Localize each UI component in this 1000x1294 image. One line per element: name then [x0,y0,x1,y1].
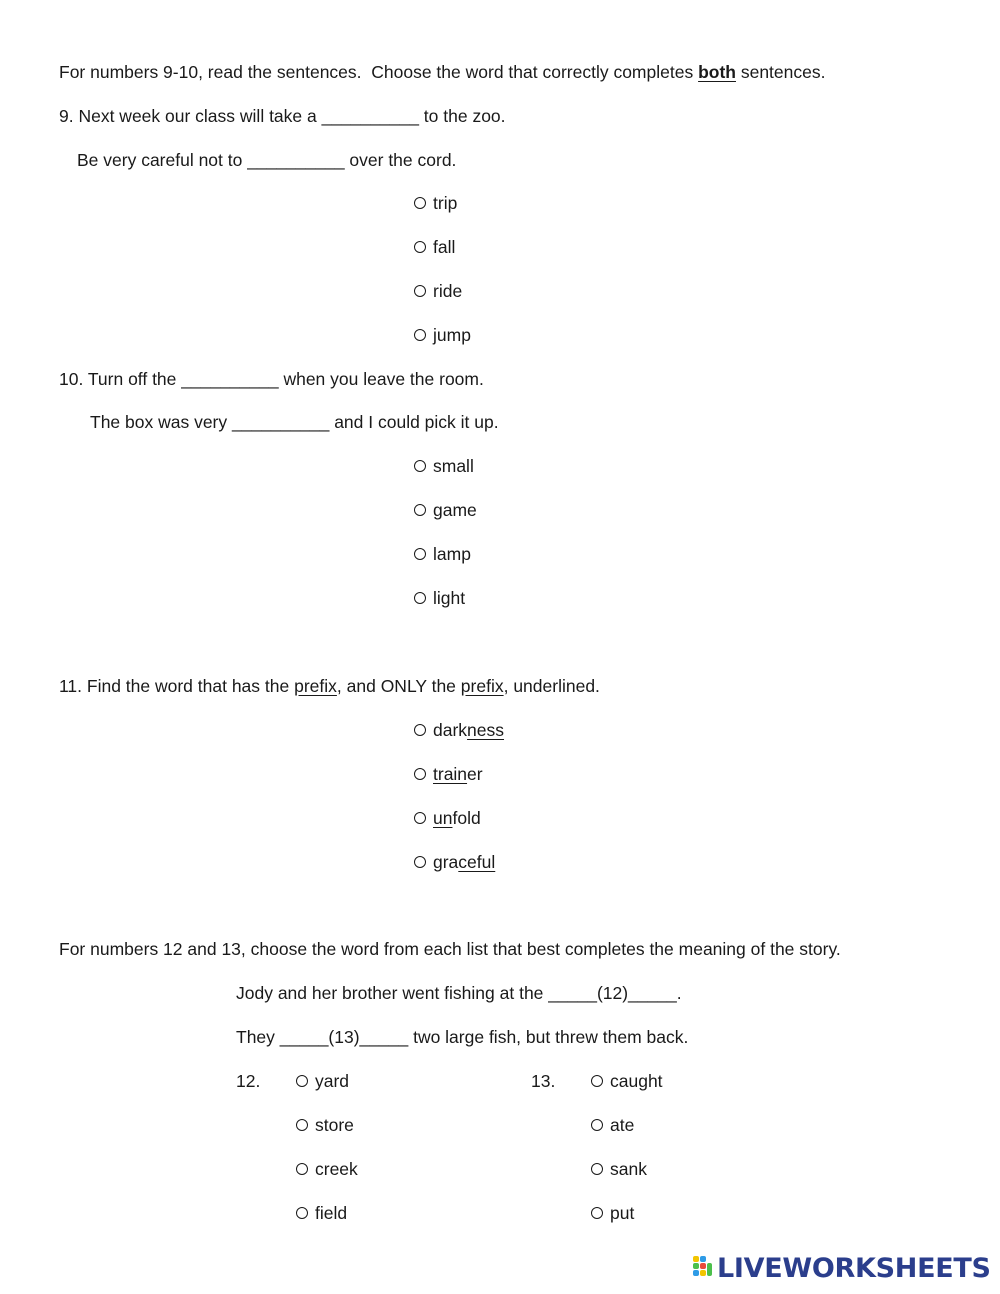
radio-button[interactable] [414,460,426,472]
radio-button[interactable] [414,768,426,780]
radio-button[interactable] [414,592,426,604]
q11-prompt: 11. Find the word that has the prefix, and ONLY the prefix, underlined. [59,676,600,696]
q11-option-unfold[interactable]: un fold [414,808,481,828]
radio-button[interactable] [591,1075,603,1087]
q9-sentence-2: Be very careful not to __________ over the cord. [77,150,457,170]
radio-button[interactable] [296,1075,308,1087]
q9-option-trip[interactable]: trip [414,193,457,213]
q12-option-field[interactable]: field [296,1203,347,1223]
q11-option-graceful[interactable]: gra ceful [414,852,495,872]
radio-button[interactable] [296,1119,308,1131]
radio-button[interactable] [414,548,426,560]
story-sentence-1: Jody and her brother went fishing at the _____(12)_____. [236,983,682,1003]
radio-button[interactable] [591,1207,603,1219]
q12-option-yard[interactable]: yard [296,1071,349,1091]
q13-label: 13. [531,1071,556,1091]
q13-option-caught[interactable]: caught [591,1071,663,1091]
q10-option-small[interactable]: small [414,456,474,476]
q12-option-creek[interactable]: creek [296,1159,358,1179]
radio-button[interactable] [414,285,426,297]
radio-button[interactable] [414,724,426,736]
q10-option-lamp[interactable]: lamp [414,544,471,564]
q10-sentence-2: The box was very __________ and I could pick it up. [90,412,499,432]
q9-option-ride[interactable]: ride [414,281,462,301]
q12-option-store[interactable]: store [296,1115,354,1135]
radio-button[interactable] [591,1163,603,1175]
instructions-9-10: For numbers 9-10, read the sentences. Choose the word that correctly completes both sentences. [59,62,826,82]
q10-option-light[interactable]: light [414,588,465,608]
radio-button[interactable] [414,197,426,209]
radio-button[interactable] [414,812,426,824]
brand-name: LIVEWORKSHEETS [717,1253,991,1284]
q9-option-fall[interactable]: fall [414,237,455,257]
radio-button[interactable] [414,504,426,516]
radio-button[interactable] [414,329,426,341]
liveworksheets-logo-icon [693,1256,713,1282]
q11-option-darkness[interactable]: dark ness [414,720,504,740]
q13-option-put[interactable]: put [591,1203,634,1223]
q12-label: 12. [236,1071,261,1091]
radio-button[interactable] [296,1163,308,1175]
q10-sentence-1: 10. Turn off the __________ when you leave the room. [59,369,484,389]
radio-button[interactable] [414,241,426,253]
radio-button[interactable] [414,856,426,868]
instructions-12-13: For numbers 12 and 13, choose the word from each list that best completes the meaning of the story. [59,939,841,959]
q10-option-game[interactable]: game [414,500,477,520]
story-sentence-2: They _____(13)_____ two large fish, but threw them back. [236,1027,689,1047]
radio-button[interactable] [591,1119,603,1131]
emphasis-both: both [698,62,736,82]
radio-button[interactable] [296,1207,308,1219]
q11-option-trainer[interactable]: train er [414,764,483,784]
q13-option-sank[interactable]: sank [591,1159,647,1179]
q13-option-ate[interactable]: ate [591,1115,634,1135]
liveworksheets-logo [693,1254,991,1284]
q9-sentence-1: 9. Next week our class will take a __________ to the zoo. [59,106,506,126]
q9-option-jump[interactable]: jump [414,325,471,345]
